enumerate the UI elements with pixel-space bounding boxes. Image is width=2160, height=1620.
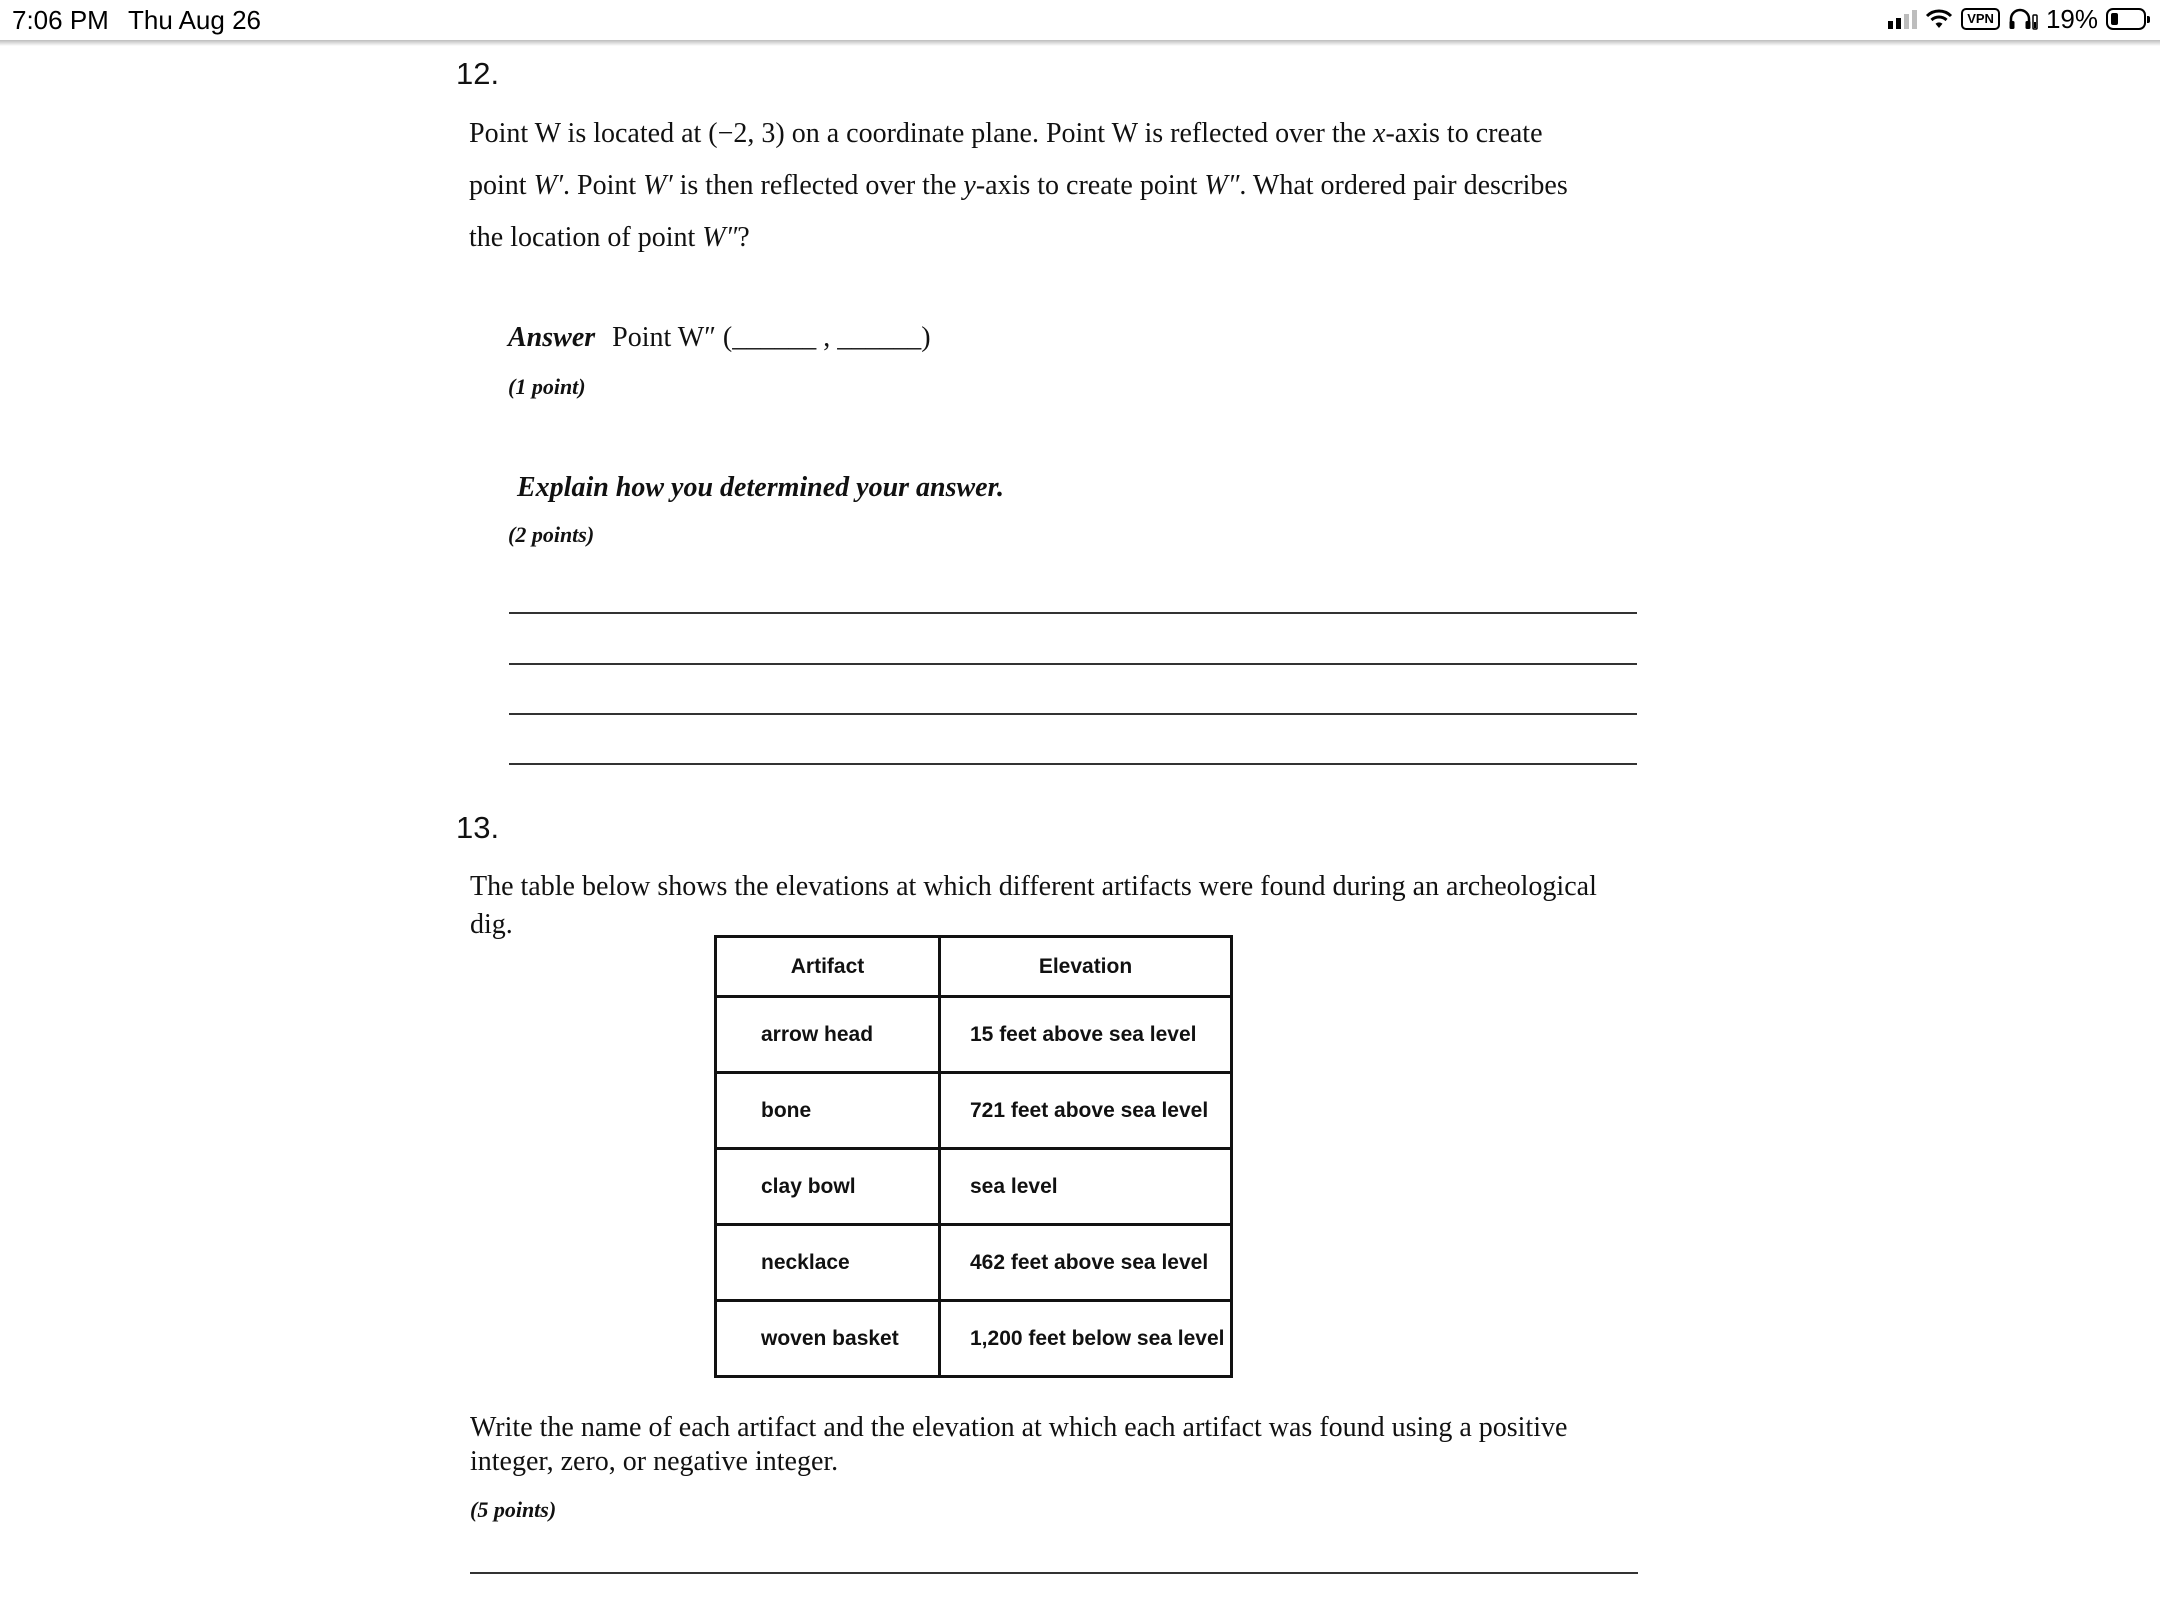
status-bar-shadow (0, 40, 2160, 46)
status-bar (0, 0, 2160, 40)
question-13-line-2: dig. (470, 909, 513, 940)
q12-text-b: -axis to create (1385, 118, 1543, 149)
wifi-icon (1925, 8, 1953, 30)
answer-line-1[interactable] (509, 612, 1637, 614)
headphones-icon (2008, 7, 2038, 31)
battery-icon (2106, 8, 2146, 30)
elevation-cell: 15 feet above sea level (940, 997, 1232, 1073)
table-header-row (716, 937, 1232, 997)
status-indicators (1888, 3, 2146, 34)
answer-line-13[interactable] (470, 1572, 1638, 1574)
q12-text-d: . Point (563, 170, 644, 201)
status-time: 7:06 PM (12, 5, 109, 35)
artifact-cell: bone (716, 1073, 940, 1149)
question-12-text (469, 108, 1709, 264)
elevation-cell: 1,200 feet below sea level (940, 1301, 1232, 1377)
elevation-cell: 462 feet above sea level (940, 1225, 1232, 1301)
status-date: Thu Aug 26 (128, 5, 261, 35)
battery-percent: 19% (2045, 3, 2098, 34)
q12-text-h: the location of point (469, 222, 703, 253)
question-13-text (470, 868, 1710, 944)
question-12-number: 12. (456, 56, 500, 91)
question-13-points: (5 points) (470, 1497, 557, 1522)
instruction-line-1: Write the name of each artifact and the elevation at which each artifact was found using a positive (470, 1412, 1568, 1443)
instruction-line-2: integer, zero, or negative integer. (470, 1446, 839, 1477)
answer-blank-text[interactable]: Point W″ (______ , ______) (612, 322, 931, 353)
artifact-cell: necklace (716, 1225, 940, 1301)
w-double-prime-2: W″ (702, 222, 738, 253)
answer-row (508, 322, 931, 354)
table-row (716, 997, 1232, 1073)
vpn-badge: VPN (1961, 8, 2000, 30)
q12-text-i: ? (737, 222, 750, 253)
q12-text-f: -axis to create point (975, 170, 1205, 201)
question-13-number: 13. (456, 810, 500, 845)
w-double-prime: W″ (1204, 170, 1240, 201)
column-header-elevation: Elevation (940, 937, 1232, 997)
artifact-elevation-table (714, 935, 1233, 1378)
question-12-line-1 (469, 108, 1709, 160)
answer-points: (1 point) (508, 374, 586, 399)
column-header-artifact: Artifact (716, 937, 940, 997)
q12-text-e: is then reflected over the (672, 170, 964, 201)
y-variable: y (963, 170, 976, 201)
x-variable: x (1373, 118, 1386, 149)
explain-prompt: Explain how you determined your answer. (517, 472, 1004, 503)
artifact-cell: arrow head (716, 997, 940, 1073)
w-prime-2: W′ (643, 170, 673, 201)
answer-line-3[interactable] (509, 713, 1637, 715)
artifact-cell: woven basket (716, 1301, 940, 1377)
question-13-instruction (470, 1411, 1710, 1479)
q12-text-a: Point W is located at (−2, 3) on a coordinate plane. Point W is reflected over the (469, 118, 1374, 149)
table-row (716, 1073, 1232, 1149)
answer-line-4[interactable] (509, 763, 1637, 765)
question-12-line-3 (469, 212, 1709, 264)
explain-points: (2 points) (508, 522, 595, 547)
table-row (716, 1149, 1232, 1225)
table-row (716, 1301, 1232, 1377)
elevation-cell: 721 feet above sea level (940, 1073, 1232, 1149)
question-13-line-1: The table below shows the elevations at which different artifacts were found during an archeological (470, 871, 1597, 902)
elevation-cell: sea level (940, 1149, 1232, 1225)
answer-line-2[interactable] (509, 663, 1637, 665)
artifact-cell: clay bowl (716, 1149, 940, 1225)
cellular-signal-icon (1888, 9, 1917, 29)
q12-text-g: . What ordered pair describes (1239, 170, 1568, 201)
table-row (716, 1225, 1232, 1301)
answer-label: Answer (508, 322, 596, 353)
w-prime: W′ (533, 170, 564, 201)
question-12-line-2 (469, 160, 1709, 212)
q12-text-c: point (469, 170, 534, 201)
